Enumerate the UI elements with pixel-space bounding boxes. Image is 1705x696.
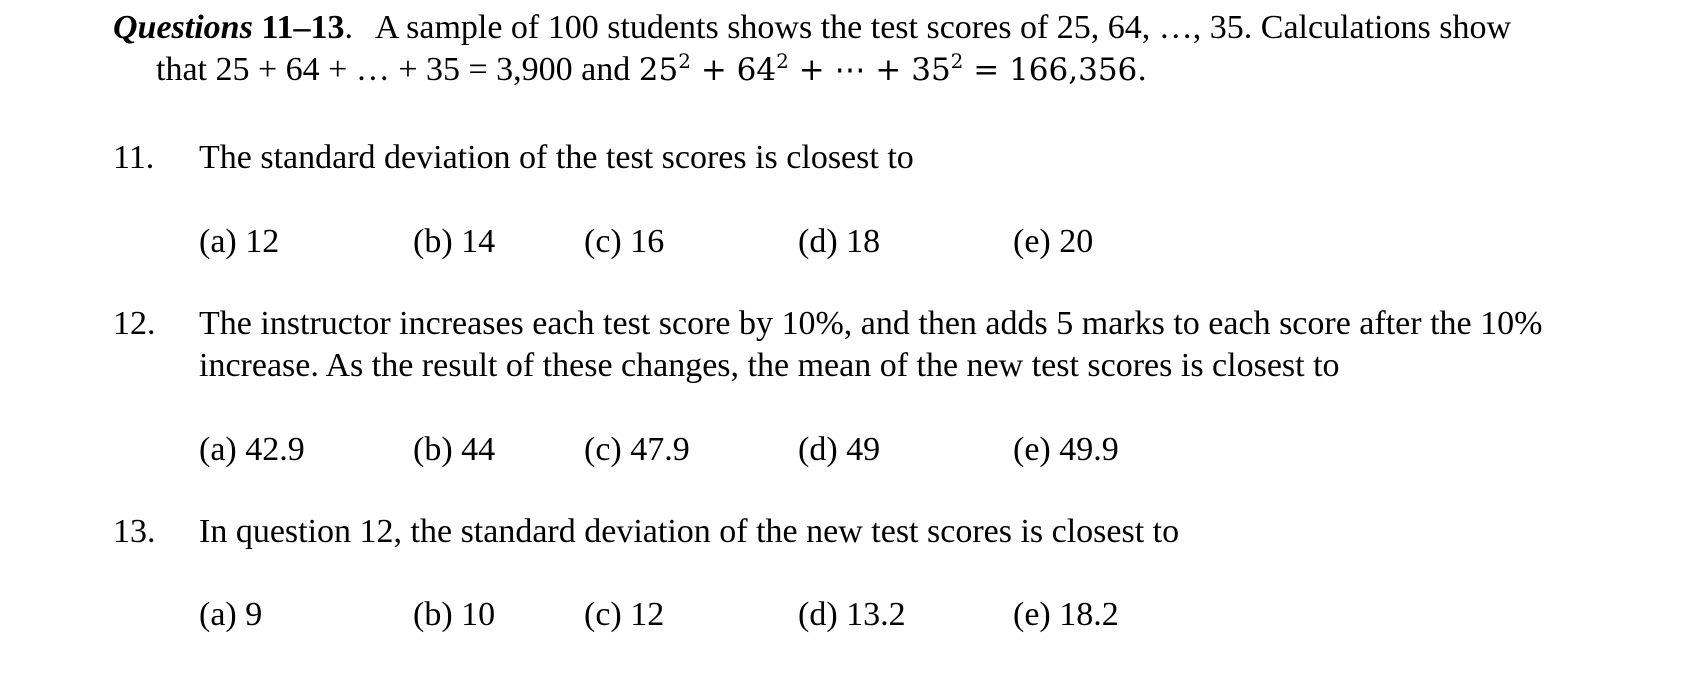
answer-option: (b) 44 xyxy=(413,431,496,468)
formula-term-2: 64 xyxy=(736,52,777,88)
question-text-continued: increase. As the result of these changes, the mean of the new test scores is closest to xyxy=(199,347,1340,384)
answer-option: (e) 20 xyxy=(1013,223,1094,260)
question-text: In question 12, the standard deviation of the new test scores is closest to xyxy=(199,513,1180,550)
preamble-line-1 xyxy=(113,8,1511,48)
answer-option: (b) 14 xyxy=(413,223,496,260)
answer-option: (b) 10 xyxy=(413,596,496,633)
answer-option: (c) 47.9 xyxy=(584,431,690,468)
preamble-line-2 xyxy=(156,50,1147,90)
formula-exp-2: 2 xyxy=(776,49,789,73)
preamble-sum-text: that 25 + 64 + … + 35 = 3,900 and xyxy=(156,51,639,88)
preamble-label xyxy=(113,9,344,46)
sum-of-squares-formula xyxy=(638,49,1148,88)
answer-option: (a) 9 xyxy=(199,596,263,633)
formula-ellipsis: + ⋯ + xyxy=(788,52,912,88)
answer-option: (c) 12 xyxy=(584,596,665,633)
answer-option: (a) 42.9 xyxy=(199,431,305,468)
question-text: The standard deviation of the test scores is closest to xyxy=(199,139,914,176)
formula-exp-1: 2 xyxy=(678,49,691,73)
answer-option: (a) 12 xyxy=(199,223,280,260)
formula-plus: + xyxy=(690,52,737,88)
formula-term-1: 25 xyxy=(638,52,679,88)
formula-exp-3: 2 xyxy=(950,49,964,73)
answer-option: (c) 16 xyxy=(584,223,665,260)
question-number: 13. xyxy=(113,513,156,550)
question-text: The instructor increases each test score by 10%, and then adds 5 marks to each score after the 10% xyxy=(199,305,1543,342)
answer-option: (d) 49 xyxy=(798,431,881,468)
preamble-label-period: . xyxy=(344,9,353,46)
answer-option: (e) 18.2 xyxy=(1013,596,1119,633)
preamble-label-range: 11–13 xyxy=(261,9,345,46)
formula-result: = 166,356. xyxy=(963,52,1148,88)
question-number: 12. xyxy=(113,305,156,342)
answer-option: (e) 49.9 xyxy=(1013,431,1119,468)
formula-term-3: 35 xyxy=(911,52,951,88)
preamble-text: A sample of 100 students shows the test scores of 25, 64, …, 35. Calculations show xyxy=(374,9,1512,46)
answer-option: (d) 18 xyxy=(798,223,881,260)
preamble-label-word: Questions xyxy=(113,9,253,46)
question-number: 11. xyxy=(113,139,155,176)
answer-option: (d) 13.2 xyxy=(798,596,906,633)
